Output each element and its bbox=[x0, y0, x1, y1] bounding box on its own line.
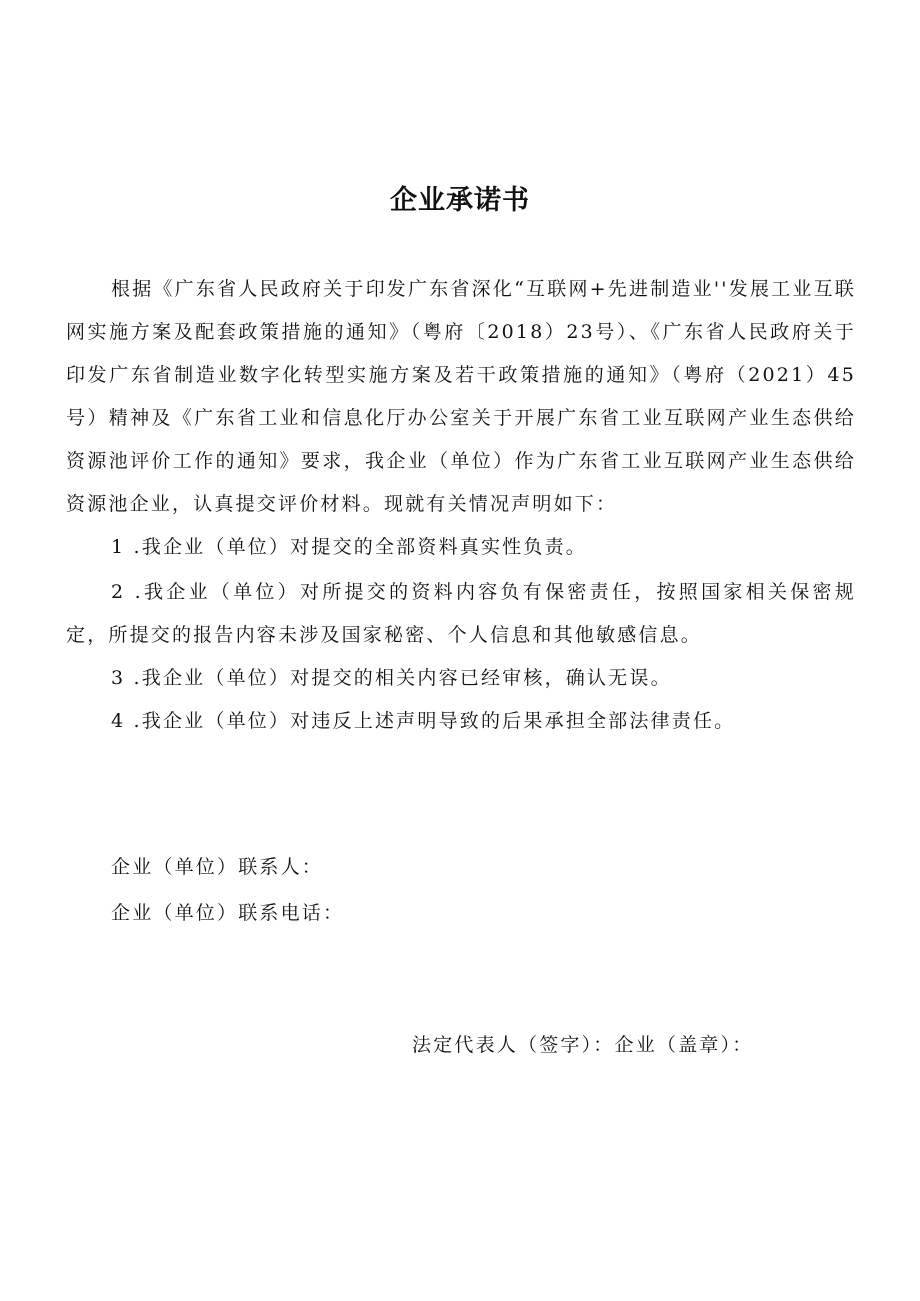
document-title: 企业承诺书 bbox=[390, 185, 530, 216]
signature-line: 法定代表人（签字）：企业（盖章）： bbox=[412, 1034, 754, 1056]
statement-item-2: 2 .我企业（单位）对所提交的资料内容负有保密责任，按照国家相关保密规定，所提交的报告内容未涉及国家秘密、个人信息和其他敏感信息。 bbox=[66, 581, 856, 646]
statement-item-1: 1 .我企业（单位）对提交的全部资料真实性负责。 bbox=[111, 536, 587, 558]
contact-person-label: 企业（单位）联系人： bbox=[111, 856, 324, 878]
statement-item-4: 4 .我企业（单位）对违反上述声明导致的后果承担全部法律责任。 bbox=[111, 710, 736, 732]
intro-paragraph: 根据《广东省人民政府关于印发广东省深化“互联网+先进制造业''发展工业互联网实施方案及配套政策措施的通知》（粤府〔2018）23号）、《广东省人民政府关于印发广东省制造业数字化转型实施方案及若干政策措施的通知》（粤府（2021）45号）精神及《广东省工业和信息化厅办公室关于开展广东省工业互联网产业生态供给资源池评价工作的通知》要求，我企业（单位）作为广东省工业互联网产业生态供给资源池企业，认真提交评价材料。现就有关情况声明如下： bbox=[66, 278, 856, 515]
statement-item-3: 3 .我企业（单位）对提交的相关内容已经审核，确认无误。 bbox=[111, 667, 672, 689]
document-body bbox=[66, 268, 856, 743]
contact-phone-label: 企业（单位）联系电话： bbox=[111, 902, 345, 924]
